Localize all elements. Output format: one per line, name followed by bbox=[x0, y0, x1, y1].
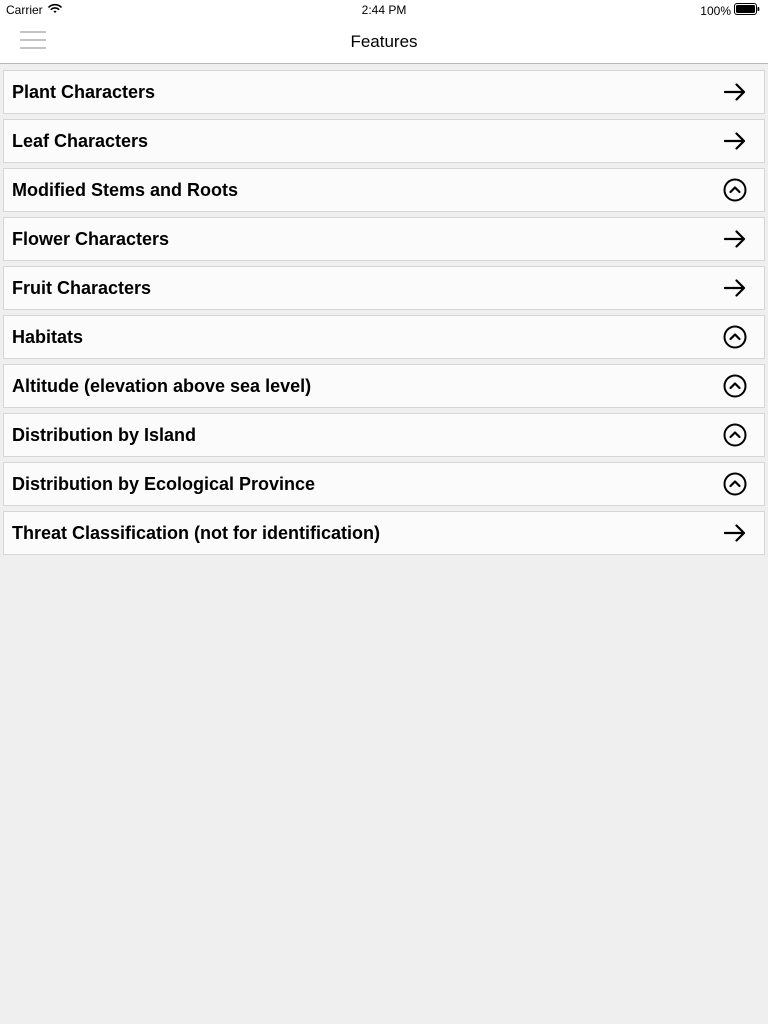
chevron-up-circle-icon[interactable] bbox=[722, 422, 748, 448]
feature-label: Threat Classification (not for identification) bbox=[12, 522, 381, 543]
status-time: 2:44 PM bbox=[361, 3, 407, 17]
feature-label: Modified Stems and Roots bbox=[12, 179, 239, 200]
feature-list bbox=[3, 70, 765, 560]
arrow-right-icon[interactable] bbox=[722, 128, 748, 154]
page-title: Features bbox=[350, 32, 418, 51]
status-bar bbox=[0, 0, 768, 20]
arrow-right-icon[interactable] bbox=[722, 226, 748, 252]
feature-label: Altitude (elevation above sea level) bbox=[12, 375, 312, 396]
battery-percent: 100% bbox=[700, 3, 731, 18]
arrow-right-icon[interactable] bbox=[722, 79, 748, 105]
feature-row[interactable] bbox=[3, 315, 765, 359]
menu-button[interactable] bbox=[14, 28, 52, 56]
feature-label: Flower Characters bbox=[12, 228, 170, 249]
feature-row[interactable] bbox=[3, 413, 765, 457]
feature-label: Distribution by Island bbox=[12, 424, 197, 445]
battery-indicator bbox=[700, 3, 763, 18]
feature-row[interactable] bbox=[3, 70, 765, 114]
feature-label: Leaf Characters bbox=[12, 130, 149, 151]
feature-row[interactable] bbox=[3, 266, 765, 310]
feature-row[interactable] bbox=[3, 217, 765, 261]
carrier-label: Carrier bbox=[6, 3, 43, 17]
feature-label: Distribution by Ecological Province bbox=[12, 473, 316, 494]
feature-row[interactable] bbox=[3, 119, 765, 163]
chevron-up-circle-icon[interactable] bbox=[722, 471, 748, 497]
battery-icon bbox=[734, 3, 760, 18]
feature-row[interactable] bbox=[3, 168, 765, 212]
chevron-up-circle-icon[interactable] bbox=[722, 324, 748, 350]
chevron-up-circle-icon[interactable] bbox=[722, 373, 748, 399]
feature-label: Plant Characters bbox=[12, 81, 156, 102]
navigation-bar bbox=[0, 20, 768, 64]
feature-row[interactable] bbox=[3, 511, 765, 555]
feature-row[interactable] bbox=[3, 364, 765, 408]
hamburger-menu-icon bbox=[20, 29, 46, 56]
chevron-up-circle-icon[interactable] bbox=[722, 177, 748, 203]
arrow-right-icon[interactable] bbox=[722, 520, 748, 546]
feature-label: Fruit Characters bbox=[12, 277, 152, 298]
feature-label: Habitats bbox=[12, 326, 84, 347]
feature-row[interactable] bbox=[3, 462, 765, 506]
arrow-right-icon[interactable] bbox=[722, 275, 748, 301]
